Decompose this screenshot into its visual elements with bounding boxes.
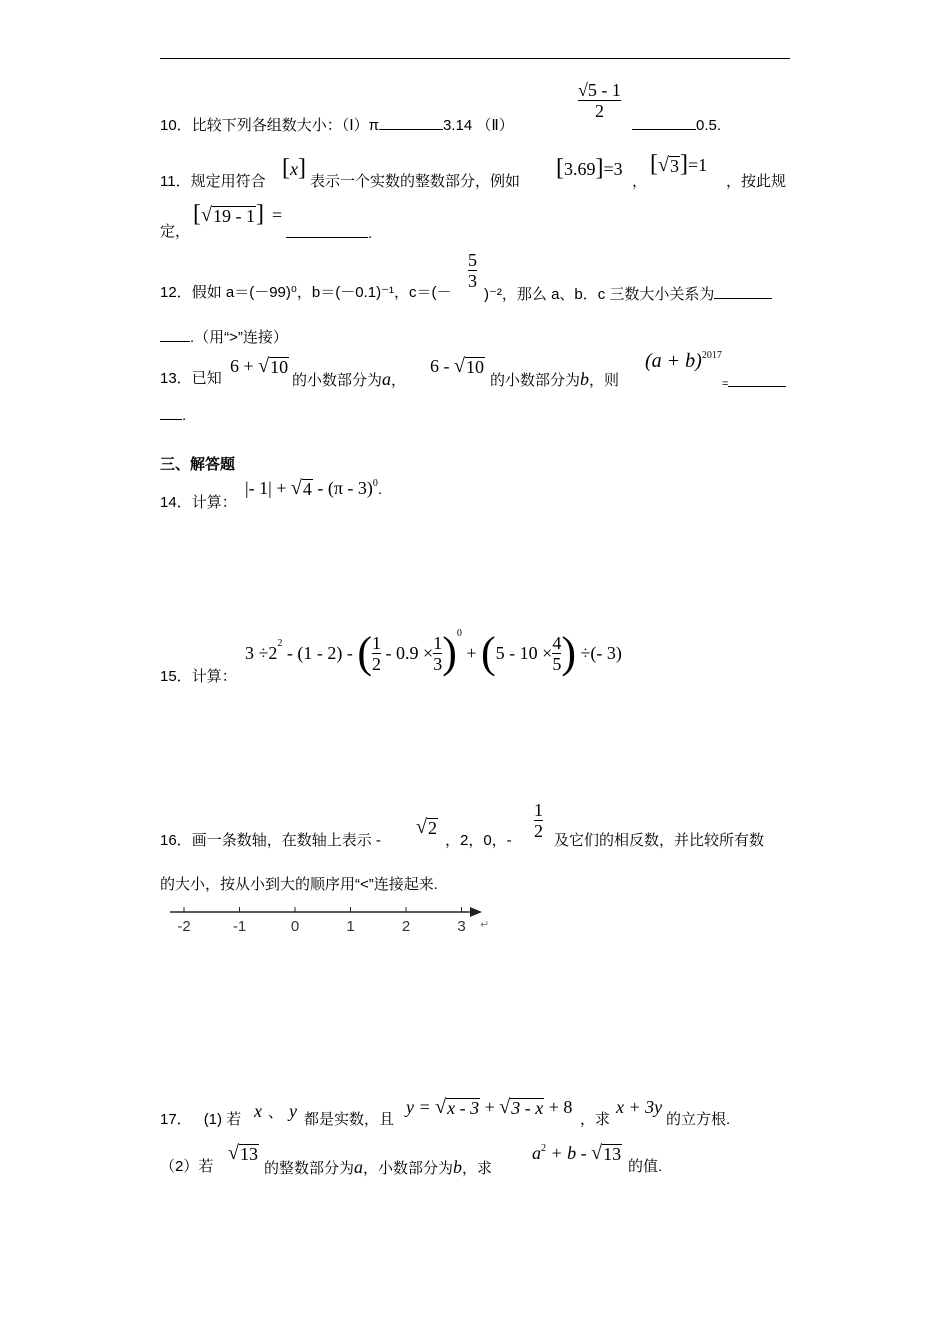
q11-ex2-result: =1: [687, 155, 708, 175]
q13-answer: [722, 372, 786, 393]
q13-text-3: ，: [391, 372, 407, 389]
q15-p1-exponent: 2: [277, 638, 283, 649]
q15-frac1-num: 1: [372, 632, 382, 653]
q13-var-a: a: [382, 369, 392, 389]
q17-radicand-4: 13: [603, 1144, 622, 1164]
q14-expr-exponent: 0: [372, 478, 378, 489]
q17-radicand-2: 3 - x: [511, 1098, 544, 1118]
q15-p8: 5 - 10 ×: [495, 642, 553, 663]
number-line: [160, 900, 500, 940]
q11-answer: [286, 223, 372, 243]
q11-expression: [ √ 19 - 1 ] =: [193, 201, 283, 227]
q11-sym-x: x: [290, 159, 298, 179]
number-line-arrow: [470, 907, 482, 917]
q13-e3: (a + b): [645, 350, 702, 372]
q13-blank-2[interactable]: [160, 405, 182, 420]
q17-plus8: + 8: [544, 1097, 573, 1117]
q17-vars: [254, 1101, 297, 1122]
q13-expr-2: 6 - √ 10: [430, 355, 484, 377]
q10-blank-1[interactable]: [379, 115, 443, 130]
q16-number: 16．: [160, 832, 192, 849]
q13-line2: [160, 405, 186, 425]
q13-expr-3: [645, 350, 722, 373]
q15-frac2-den: 3: [433, 653, 443, 674]
q13-text-2-wrap: [292, 370, 406, 390]
q11-example-2: [ √ 3 ]=1: [650, 151, 708, 177]
q17-radicand-3: 13: [239, 1144, 258, 1164]
q17-text-7-wrap: [628, 1158, 662, 1176]
q11-ex1-result: =3: [603, 159, 623, 179]
q11-ex2-radicand: 3: [669, 156, 679, 176]
question-14: [160, 494, 237, 512]
q17-number: 17．: [160, 1111, 192, 1128]
q10-blank-2[interactable]: [632, 115, 696, 130]
q16-text-1: 画一条数轴，在数轴上表示 -: [191, 832, 381, 849]
q17-eq-y: y =: [406, 1097, 436, 1117]
q17-var-x: x: [254, 1101, 262, 1121]
q12-frac-num: 5: [468, 250, 477, 270]
number-line-tick-label: 2: [401, 918, 411, 935]
question-17: [160, 1111, 241, 1129]
q11-line2: [160, 223, 190, 241]
q15-p2: - (1 - 2) -: [282, 642, 358, 663]
q13-text-5: ，则: [589, 372, 620, 389]
q11-ex1-val: 3.69: [564, 159, 596, 179]
q15-p4: - 0.9 ×: [381, 642, 434, 663]
q15-paren-open-1: (: [357, 628, 373, 677]
q17-text-3-wrap: [666, 1111, 730, 1129]
q17-var-a: a: [354, 1157, 364, 1177]
question-10: [160, 115, 514, 135]
q15-frac3-den: 5: [552, 653, 562, 674]
q17-expr2: $a^2 + b$ - √ 13: [532, 1142, 622, 1164]
q16-frac-num: 1: [534, 800, 543, 820]
q12-text-2: )⁻²，那么 a、b．c 三数大小关系为: [484, 286, 715, 303]
q15-frac2-num: 1: [433, 632, 443, 653]
number-line-tick-label: 0: [290, 918, 300, 935]
q15-p6-exponent: 0: [456, 628, 462, 639]
q15-number: 15．: [160, 668, 192, 685]
q13-text-4: 的小数部分为: [490, 372, 581, 389]
q10-end-text: 0.5.: [696, 117, 722, 134]
q11-expr-radicand: 19 - 1: [212, 206, 255, 226]
question-13: [160, 370, 222, 388]
q17-radicand-1: x - 3: [447, 1098, 480, 1118]
q16-text-2: ，2，0，-: [445, 832, 512, 849]
question-12: [160, 284, 451, 302]
q10-text: 比较下列各组数大小：（Ⅰ）π: [191, 117, 379, 134]
q12-frac-den: 3: [468, 271, 477, 291]
q17-text-2: ，求: [580, 1111, 611, 1128]
q12-blank-1[interactable]: [714, 284, 772, 299]
q17-var-y: y: [289, 1101, 298, 1121]
q17-equation: y = √ x - 3 + √ 3 - x + 8: [406, 1096, 573, 1118]
q16-line2-text: 的大小，按从小到大的顺序用“<”连接起来.: [160, 876, 438, 893]
number-line-tick-label: 1: [346, 918, 355, 935]
q17-text-7: 的值.: [628, 1158, 663, 1175]
q17-part2-label: （2）若: [160, 1158, 214, 1175]
q14-expr-radicand: 4: [302, 479, 312, 499]
question-11: [160, 173, 266, 191]
q15-expression: [245, 628, 622, 678]
q13-text-1: 已知: [191, 370, 222, 387]
number-line-tick-label: -2: [177, 918, 191, 935]
q15-frac1-den: 2: [372, 653, 382, 674]
q17-expr2-exponent: 2: [541, 1143, 546, 1154]
q15-paren-close-1: ): [442, 628, 457, 677]
q13-text-2: 的小数部分为: [292, 372, 383, 389]
q14-text: 计算：: [191, 494, 237, 511]
q11-text-2: 表示一个实数的整数部分，例如: [310, 173, 521, 190]
q17-expr2-a: a: [532, 1143, 541, 1163]
q17-expr2-b: + b -: [546, 1143, 592, 1163]
q11-example-1: [3.69]=3: [556, 155, 623, 181]
q17-expr-text: x + 3y: [616, 1097, 663, 1117]
q10-frac-num: √5 - 1: [578, 80, 621, 100]
number-line-tick-label: -1: [232, 918, 247, 935]
q16-sqrt: √ 2: [416, 816, 437, 838]
q16-text-3-wrap: [554, 832, 764, 850]
q17-text-5: ，小数部分为: [363, 1160, 454, 1177]
q15-p10: ÷(- 3): [575, 642, 622, 663]
q17-text-3: 的立方根.: [666, 1111, 731, 1128]
q11-comma: ，: [632, 173, 648, 190]
q11-text-3: ，按此规: [726, 173, 787, 190]
q12-line2-text: .（用“>”连接）: [190, 329, 288, 346]
q14-end: .: [377, 481, 383, 498]
question-16: [160, 832, 381, 850]
q16-text-3: 及它们的相反数，并比较所有数: [554, 832, 765, 849]
q13-e2-radicand: 10: [465, 357, 484, 377]
q16-radicand: 2: [427, 818, 437, 838]
q17-text-6: ，求: [462, 1160, 493, 1177]
q13-line2-text: .: [182, 407, 187, 424]
q17-text-2-wrap: [580, 1111, 610, 1129]
q15-paren-open-2: (: [481, 628, 496, 677]
q17-text-4: 的整数部分为: [264, 1160, 355, 1177]
q16-text-2-wrap: [445, 832, 512, 850]
q11-line2-text: 定，: [160, 223, 191, 240]
q12-number: 12．: [160, 284, 192, 301]
q17-expr: [616, 1097, 662, 1118]
q11-eq: =: [271, 205, 283, 225]
q13-text-4-wrap: [490, 370, 619, 390]
number-line-tick-label: 3: [457, 918, 466, 935]
q17-plus: +: [480, 1097, 500, 1117]
q13-e2: 6 -: [430, 356, 454, 376]
q17-sep: 、: [268, 1104, 284, 1121]
q10-fraction: [578, 80, 621, 121]
q17-sqrt13: √ 13: [228, 1142, 258, 1164]
q14-expression: |- 1| + √ 4 - (π - 3)$^0$.: [245, 477, 383, 499]
q12-blank-2[interactable]: [160, 327, 190, 342]
q11-number: 11．: [160, 173, 191, 190]
q10-mid: 3.14 （Ⅱ）: [442, 117, 514, 134]
q11-blank[interactable]: [286, 223, 368, 238]
q16-frac-den: 2: [534, 821, 543, 841]
q17-text-1: 都是实数，且: [304, 1111, 395, 1128]
q13-e1-radicand: 10: [270, 357, 289, 377]
q12-text-1: 假如 a＝(－99)⁰，b＝(－0.1)⁻¹，c＝(－: [191, 284, 452, 301]
q16-line2: [160, 876, 438, 894]
q13-number: 13．: [160, 370, 192, 387]
q14-expr-b: - (π - 3): [312, 478, 373, 498]
q15-text: 计算：: [191, 668, 237, 685]
q17-part2: [160, 1158, 213, 1176]
q13-e3-exponent: 2017: [701, 350, 722, 361]
q15-p7: +: [461, 642, 481, 663]
q16-fraction: [534, 800, 543, 841]
q15-paren-close-2: ): [561, 628, 576, 677]
q17-var-b: b: [453, 1157, 463, 1177]
q13-eq: =: [722, 378, 729, 390]
header-rule: [160, 58, 790, 59]
q11-text-2-wrap: [310, 173, 520, 191]
q11-symbol: [x]: [282, 155, 306, 181]
enter-mark: ↵: [480, 918, 490, 931]
q12-line2: [160, 327, 288, 347]
q13-var-b: b: [580, 369, 590, 389]
q11-end: .: [368, 225, 373, 242]
q11-text-1: 规定用符合: [190, 173, 266, 190]
q13-e1: 6 +: [230, 356, 259, 376]
q14-number: 14．: [160, 494, 192, 511]
q15-frac3-num: 4: [552, 632, 562, 653]
q10-frac-den: 2: [594, 101, 604, 121]
q12-text-2-wrap: [484, 284, 772, 304]
q13-expr-1: 6 + √ 10: [230, 355, 289, 377]
q17-text-1-wrap: [304, 1111, 394, 1129]
q11-text-3-wrap: [726, 173, 786, 191]
question-15: [160, 668, 237, 686]
q17-text-4-wrap: [264, 1158, 492, 1178]
q10-end: [632, 115, 721, 135]
q12-fraction: [468, 250, 477, 291]
q14-expr-a: |- 1| +: [245, 478, 291, 498]
q17-part1-label: (1) 若: [203, 1111, 242, 1128]
q15-p1: 3 ÷2: [245, 642, 278, 663]
q13-blank-1[interactable]: [728, 372, 786, 387]
section-3-title: 三、解答题: [160, 456, 236, 473]
q10-number: 10．: [160, 117, 192, 134]
